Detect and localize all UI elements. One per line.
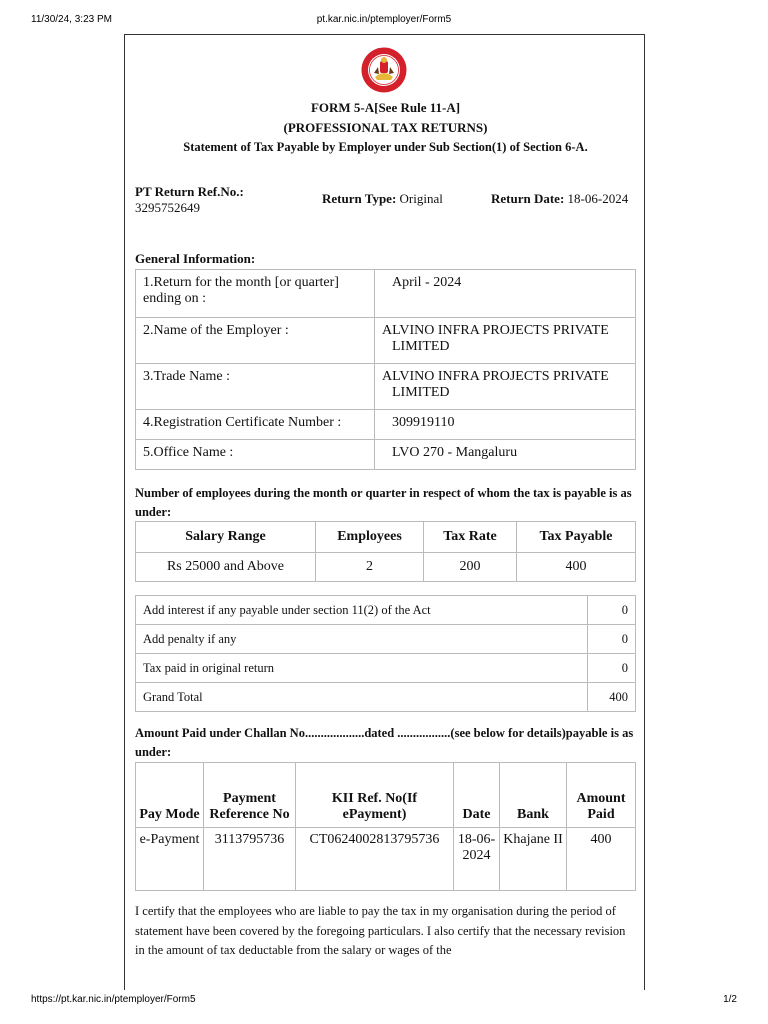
general-value: ALVINO INFRA PROJECTS PRIVATE LIMITED [382,323,609,354]
return-date-label: Return Date: [491,191,565,206]
table-row [136,364,636,410]
table-row [136,654,636,683]
pay-mode-cell: e-Payment [136,828,204,891]
grand-total-label: Grand Total [136,683,588,712]
table-row [136,596,636,625]
addition-label: Add penalty if any [136,625,588,654]
footer-url: https://pt.kar.nic.in/ptemployer/Form5 [31,994,196,1005]
form-title: FORM 5-A[See Rule 11-A] [310,100,461,115]
employees-note: Number of employees during the month or quarter in respect of whom the tax is payable is as under: [135,486,632,519]
print-header [31,14,737,28]
column-header: Date [454,763,500,828]
table-row [136,683,636,712]
addition-value: 0 [588,596,636,625]
column-header: Tax Rate [424,522,517,553]
form-statement: Statement of Tax Payable by Employer under Sub Section(1) of Section 6-A. [183,140,588,154]
additions-table [135,595,636,712]
table-row [136,625,636,654]
table-row [136,318,636,364]
general-value: April - 2024 [375,270,636,318]
addition-value: 0 [588,654,636,683]
general-value: 309919110 [375,410,636,440]
table-header-row [136,522,636,553]
column-header: Employees [316,522,424,553]
general-value-cell [375,318,636,364]
addition-value: 0 [588,625,636,654]
print-datetime: 11/30/24, 3:23 PM [31,14,112,25]
general-label: 2.Name of the Employer : [136,318,375,364]
bank-cell: Khajane II [500,828,567,891]
table-header-row [136,763,636,828]
page-number: 1/2 [723,994,737,1005]
general-label: 4.Registration Certificate Number : [136,410,375,440]
general-label: 3.Trade Name : [136,364,375,410]
table-row [136,828,636,891]
general-value-cell [375,364,636,410]
employees-cell: 2 [316,553,424,582]
column-header: Amount Paid [567,763,636,828]
general-info-heading: General Information: [135,251,256,266]
general-info-table [135,269,636,470]
table-row [136,440,636,470]
column-header: KII Ref. No(If ePayment) [296,763,454,828]
ref-value: 3295752649 [135,200,200,215]
return-type-value: Original [399,191,443,206]
karnataka-seal-icon [361,47,407,93]
amount-paid-cell: 400 [567,828,636,891]
column-header: Pay Mode [136,763,204,828]
return-type-label: Return Type: [322,191,397,206]
ref-label: PT Return Ref.No.: [135,184,244,199]
grand-total-value: 400 [588,683,636,712]
column-header: Tax Payable [517,522,636,553]
column-header: Payment Reference No [204,763,296,828]
print-footer [31,994,737,1008]
form-page [124,34,645,990]
general-value: ALVINO INFRA PROJECTS PRIVATE LIMITED [382,369,609,400]
certification-text: I certify that the employees who are liable to pay the tax in my organisation during the period of statement have been covered by the foregoing particulars. I also certify that the necessary revision in the amount of tax deductable from the salary or wages of the [135,904,626,957]
return-type [322,191,443,207]
general-value: LVO 270 - Mangaluru [375,440,636,470]
general-label: 1.Return for the month [or quarter] ending on : [136,270,375,318]
form-subtitle: (PROFESSIONAL TAX RETURNS) [283,120,488,135]
challan-note: Amount Paid under Challan No...................dated .................(see below for details)payable is as under: [135,726,634,759]
date-cell: 18-06-2024 [454,828,500,891]
column-header: Salary Range [136,522,316,553]
column-header: Bank [500,763,567,828]
payment-table [135,762,636,891]
addition-label: Tax paid in original return [136,654,588,683]
table-row [136,553,636,582]
addition-label: Add interest if any payable under section 11(2) of the Act [136,596,588,625]
salary-table [135,521,636,582]
print-url: pt.kar.nic.in/ptemployer/Form5 [316,14,452,25]
table-row [136,410,636,440]
kii-ref-cell: CT0624002813795736 [296,828,454,891]
salary-range-cell: Rs 25000 and Above [136,553,316,582]
general-label: 5.Office Name : [136,440,375,470]
tax-rate-cell: 200 [424,553,517,582]
table-row [136,270,636,318]
payment-ref-cell: 3113795736 [204,828,296,891]
return-date-value: 18-06-2024 [567,191,629,206]
return-date [491,191,628,207]
tax-payable-cell: 400 [517,553,636,582]
